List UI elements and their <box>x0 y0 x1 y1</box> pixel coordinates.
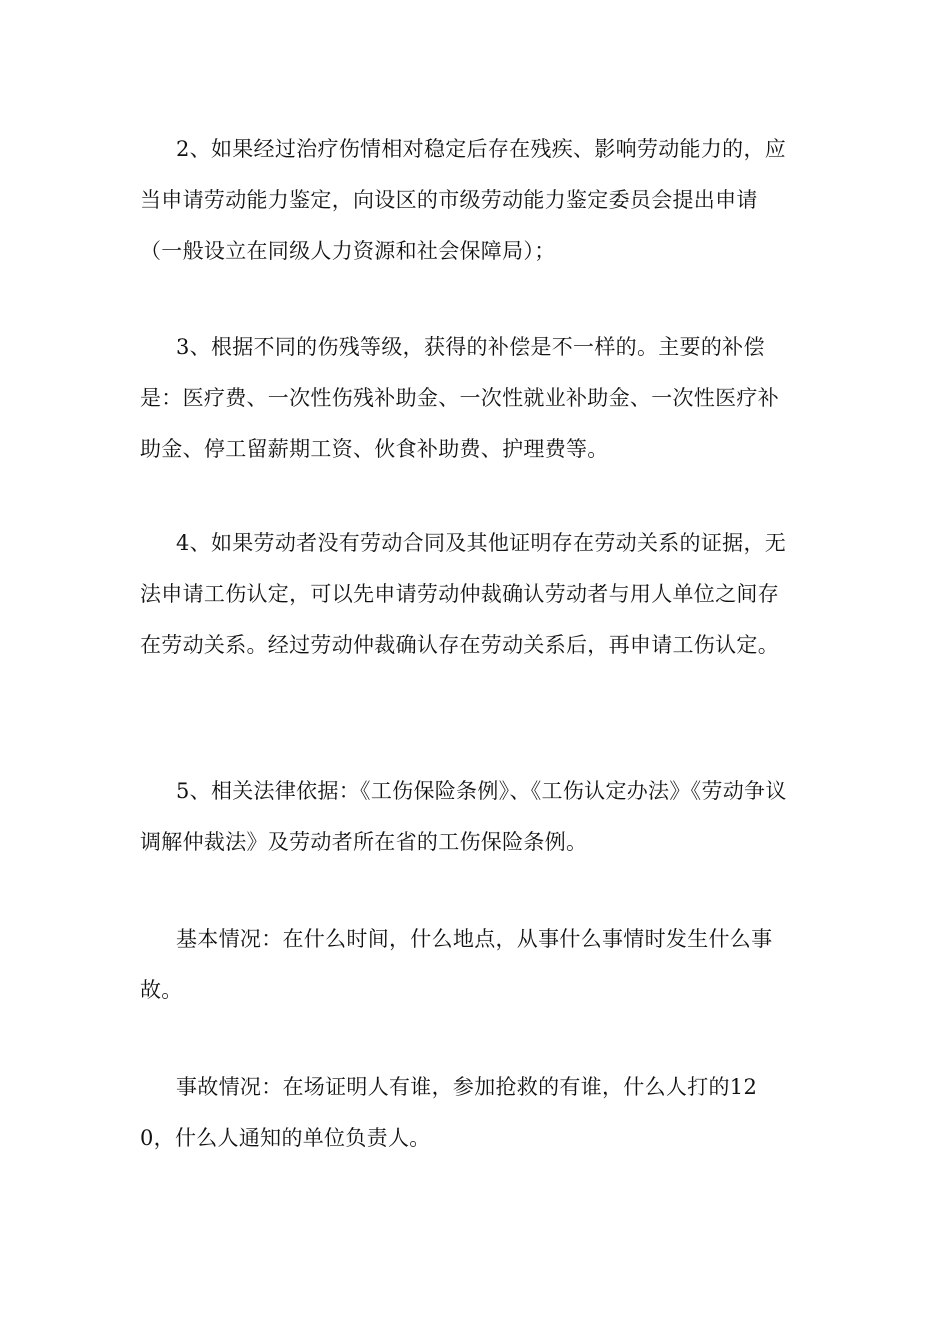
paragraph-accident-situation: 事故情况：在场证明人有谁，参加抢救的有谁，什么人打的120，什么人通知的单位负责人。 <box>140 1075 758 1150</box>
paragraph-legal-basis: 5、相关法律依据：《工伤保险条例》、《工伤认定办法》《劳动争议调解仲裁法》及劳动者所在省的工伤保险条例。 <box>140 779 787 854</box>
paragraph-disability-appraisal: 2、如果经过治疗伤情相对稳定后存在残疾、影响劳动能力的，应当申请劳动能力鉴定，向设区的市级劳动能力鉴定委员会提出申请（一般设立在同级人力资源和社会保障局）； <box>140 137 787 263</box>
paragraph-labor-arbitration: 4、如果劳动者没有劳动合同及其他证明存在劳动关系的证据，无法申请工伤认定，可以先申请劳动仲裁确认劳动者与用人单位之间存在劳动关系。经过劳动仲裁确认存在劳动关系后，再申请工伤认定。 <box>140 531 787 657</box>
paragraph-basic-situation: 基本情况：在什么时间，什么地点，从事什么事情时发生什么事故。 <box>140 927 773 1002</box>
paragraph-compensation: 3、根据不同的伤残等级，获得的补偿是不一样的。主要的补偿是：医疗费、一次性伤残补助金、一次性就业补助金、一次性医疗补助金、停工留薪期工资、伙食补助费、护理费等。 <box>140 335 779 461</box>
